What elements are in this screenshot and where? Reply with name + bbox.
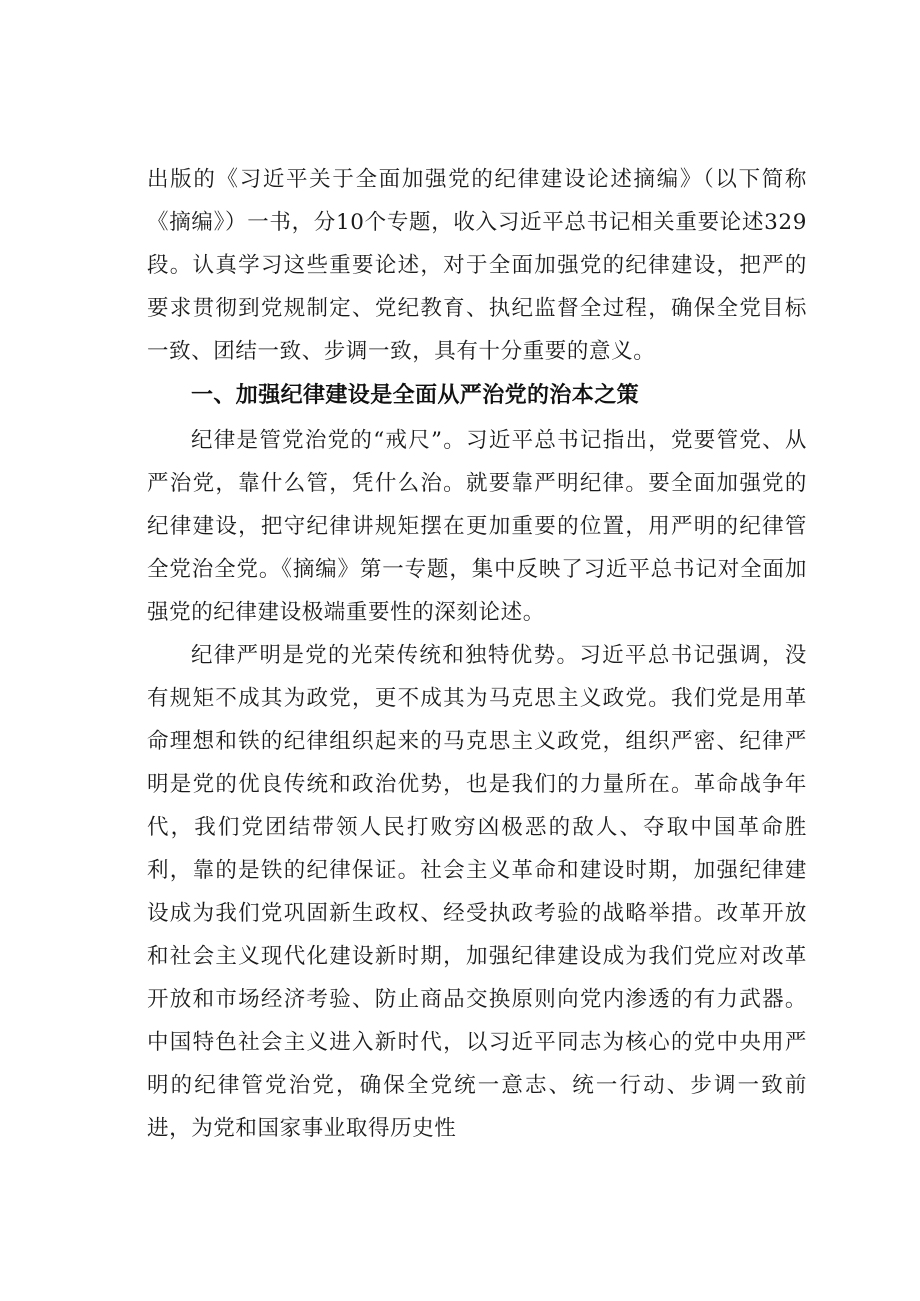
body-paragraph-2: 纪律严明是党的光荣传统和独特优势。习近平总书记强调，没有规矩不成其为政党，更不成其为马克思主义政党。我们党是用革命理想和铁的纪律组织起来的马克思主义政党，组织严密、纪律严明是党的优良传统和政治优势，也是我们的力量所在。革命战争年代，我们党团结带领人民打败穷凶极恶的敌人、夺取中国革命胜利，靠的是铁的纪律保证。社会主义革命和建设时期，加强纪律建设成为我们党巩固新生政权、经受执政考验的战略举措。改革开放和社会主义现代化建设新时期，加强纪律建设成为我们党应对改革开放和市场经济考验、防止商品交换原则向党内渗透的有力武器。中国特色社会主义进入新时代，以习近平同志为核心的党中央用严明的纪律管党治党，确保全党统一意志、统一行动、步调一致前进，为党和国家事业取得历史性: [147, 643, 807, 1141]
body-paragraph-1: 纪律是管党治党的“戒尺”。习近平总书记指出，党要管党、从严治党，靠什么管，凭什么治。就要靠严明纪律。要全面加强党的纪律建设，把守纪律讲规矩摆在更加重要的位置，用严明的纪律管全党治全党。《摘编》第一专题，集中反映了习近平总书记对全面加强党的纪律建设极端重要性的深刻论述。: [147, 428, 807, 625]
document-body: [147, 158, 807, 1150]
section-heading: 一、加强纪律建设是全面从严治党的治本之策: [191, 383, 640, 408]
intro-paragraph: 出版的《习近平关于全面加强党的纪律建设论述摘编》（以下简称《摘编》）一书，分10个专题，收入习近平总书记相关重要论述329段。认真学习这些重要论述，对于全面加强党的纪律建设，把严的要求贯彻到党规制定、党纪教育、执纪监督全过程，确保全党目标一致、团结一致、步调一致，具有十分重要的意义。: [147, 167, 807, 364]
